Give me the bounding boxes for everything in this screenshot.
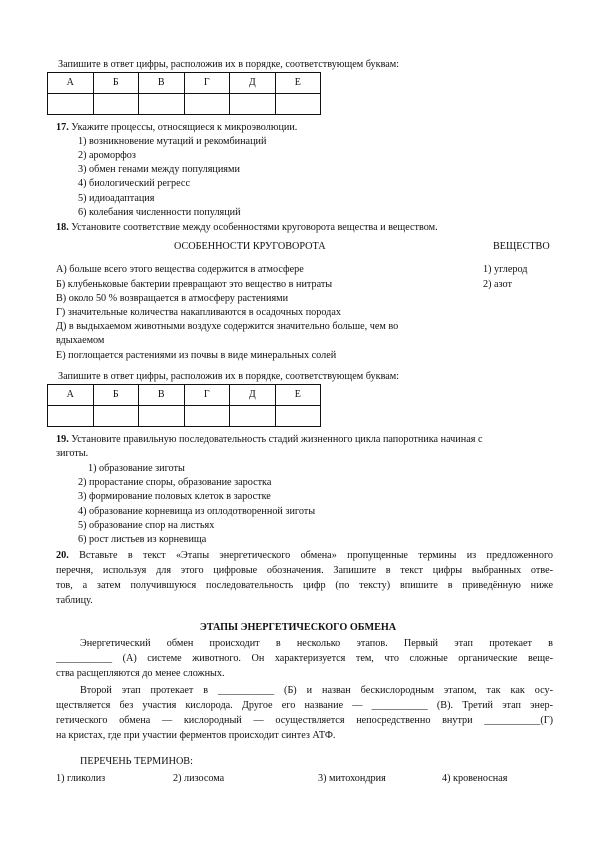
term-item: 4) кровеносная: [442, 773, 508, 784]
table-header-cell: Д: [230, 385, 276, 406]
table-header-cell: В: [139, 385, 185, 406]
question-number: 19.: [56, 434, 69, 445]
table-header-cell: Д: [230, 73, 276, 94]
terms-title: ПЕРЕЧЕНЬ ТЕРМИНОВ:: [80, 756, 193, 767]
question-text: Укажите процессы, относящиеся к микроэволюции.: [68, 122, 298, 133]
question-17: [56, 121, 297, 135]
answer-table: [47, 72, 321, 115]
match-item: Г) значительные количества накапливаются в осадочных породах: [56, 307, 341, 318]
passage-line: Энергетический обмен происходит в несколько этапов. Первый этап протекает в: [80, 638, 553, 649]
table-header-cell: Г: [184, 73, 230, 94]
answer-cell[interactable]: [230, 94, 276, 115]
term-item: 1) гликолиз: [56, 773, 106, 784]
answer-cell[interactable]: [139, 406, 185, 427]
table-header-cell: Е: [275, 73, 321, 94]
question-number: 20.: [56, 550, 69, 561]
question-text: Вставьте в текст «Этапы энергетического обмена» пропущенные термины из предложенного: [68, 550, 553, 561]
option-item: 5) образование спор на листьях: [78, 520, 215, 531]
question-number: 18.: [56, 222, 69, 233]
answer-instruction: Запишите в ответ цифры, расположив их в порядке, соответствующем буквам:: [58, 59, 400, 70]
term-item: 2) лизосома: [173, 773, 225, 784]
question-text-continuation: таблицу.: [56, 595, 93, 606]
column-header-substance: ВЕЩЕСТВО: [493, 241, 550, 252]
passage-title: ЭТАПЫ ЭНЕРГЕТИЧЕСКОГО ОБМЕНА: [199, 622, 397, 633]
passage-line: на кристах, где при участии ферментов происходит синтез АТФ.: [56, 730, 336, 741]
table-header-cell: Е: [275, 385, 321, 406]
answer-instruction: Запишите в ответ цифры, расположив их в порядке, соответствующем буквам:: [58, 371, 400, 382]
match-item: В) около 50 % возвращается в атмосферу растениями: [56, 293, 289, 304]
option-item: 4) биологический регресс: [78, 178, 190, 189]
option-item: 6) рост листьев из корневища: [78, 534, 207, 545]
question-text-continuation: перечня, используя для этого цифровые обозначения. Запишите в текст цифры выбранных отве-: [56, 565, 553, 576]
option-item: 3) обмен генами между популяциями: [78, 164, 240, 175]
option-item: 4) образование корневища из оплодотворенной зиготы: [78, 506, 316, 517]
answer-table: [47, 384, 321, 427]
option-item: 2) прорастание споры, образование заростка: [78, 477, 272, 488]
option-item: 3) формирование половых клеток в заростке: [78, 491, 271, 502]
question-text: Установите соответствие между особенностями круговорота вещества и веществом.: [68, 222, 438, 233]
question-19: [56, 433, 483, 447]
answer-cell[interactable]: [230, 406, 276, 427]
answer-cell[interactable]: [184, 406, 230, 427]
question-text-continuation: тов, а затем получившуюся последовательность цифр (по тексту) впишите в приведённую ниже: [56, 580, 553, 591]
table-header-cell: А: [48, 385, 94, 406]
answer-cell[interactable]: [48, 406, 94, 427]
option-item: 2) ароморфоз: [78, 150, 136, 161]
passage-line: ___________ (А) системе животного. Он характеризуется тем, что сложные органические веще-: [56, 653, 553, 664]
substance-item: 1) углерод: [483, 264, 528, 275]
table-header-cell: Б: [93, 73, 139, 94]
option-item: 6) колебания численности популяций: [78, 207, 241, 218]
answer-cell[interactable]: [93, 94, 139, 115]
question-18: [56, 221, 438, 235]
answer-cell[interactable]: [275, 94, 321, 115]
passage-line: гетического обмена — кислородный — осуществляется непосредственно внутри ___________(Г): [56, 715, 553, 726]
table-header-cell: А: [48, 73, 94, 94]
table-header-cell: В: [139, 73, 185, 94]
question-20: [56, 549, 553, 563]
match-item: Б) клубеньковые бактерии превращают это вещество в нитраты: [56, 279, 333, 290]
question-text-continuation: зиготы.: [56, 448, 89, 459]
table-header-cell: Г: [184, 385, 230, 406]
option-item: 1) возникновение мутаций и рекомбинаций: [78, 136, 267, 147]
answer-cell[interactable]: [93, 406, 139, 427]
answer-cell[interactable]: [139, 94, 185, 115]
term-item: 3) митохондрия: [318, 773, 386, 784]
table-header-cell: Б: [93, 385, 139, 406]
column-header-features: ОСОБЕННОСТИ КРУГОВОРОТА: [174, 241, 326, 252]
match-item: Д) в выдыхаемом животными воздухе содержится значительно больше, чем во: [56, 321, 399, 332]
match-item-continuation: вдыхаемом: [56, 335, 105, 346]
option-item: 5) идиоадаптация: [78, 193, 155, 204]
answer-cell[interactable]: [48, 94, 94, 115]
option-item: 1) образование зиготы: [88, 463, 185, 474]
answer-cell[interactable]: [275, 406, 321, 427]
passage-line: ства расщепляются до менее сложных.: [56, 668, 225, 679]
substance-item: 2) азот: [483, 279, 512, 290]
answer-cell[interactable]: [184, 94, 230, 115]
passage-line: Второй этап протекает в ___________ (Б) и назван бескислородным этапом, так как осу-: [80, 685, 553, 696]
match-item: Е) поглощается растениями из почвы в виде минеральных солей: [56, 350, 337, 361]
question-text: Установите правильную последовательность стадий жизненного цикла папоротника начиная с: [68, 434, 483, 445]
match-item: А) больше всего этого вещества содержится в атмосфере: [56, 264, 304, 275]
question-number: 17.: [56, 122, 69, 133]
passage-line: ществляется без участия кислорода. Другое его название — ___________ (В). Третий этап энер-: [56, 700, 553, 711]
